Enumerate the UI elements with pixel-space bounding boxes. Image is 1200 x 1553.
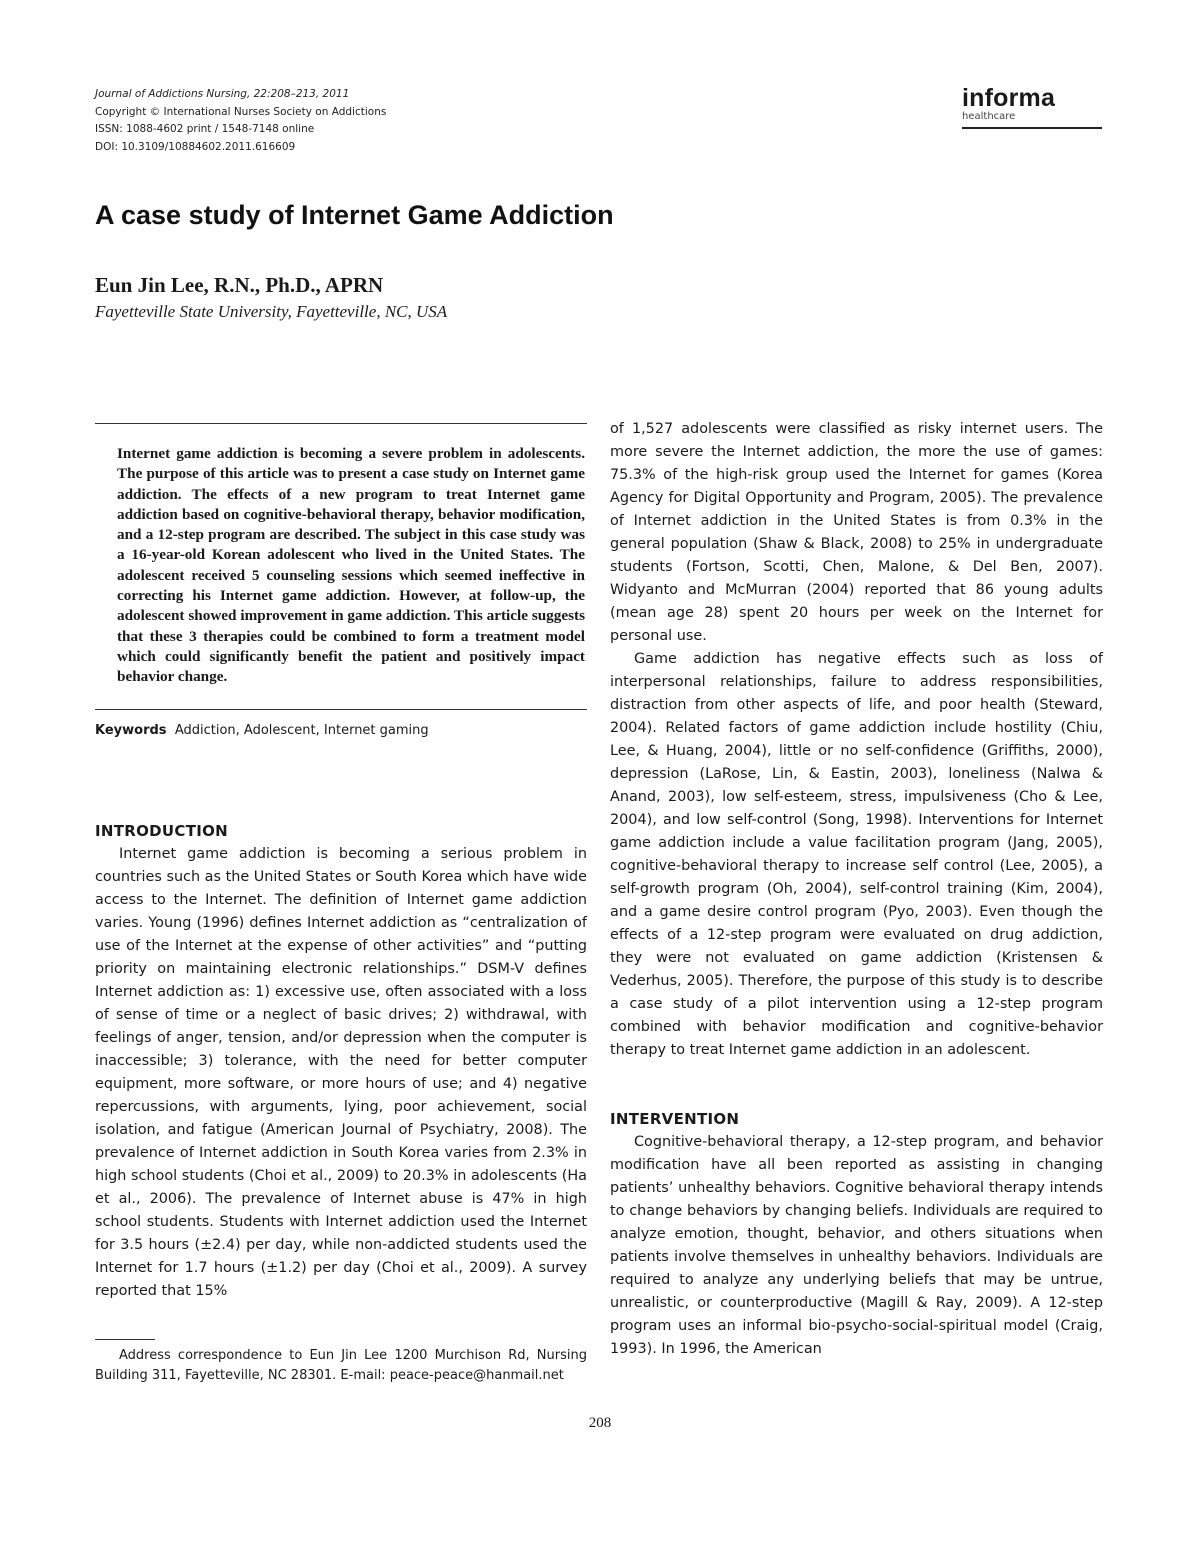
- introduction-paragraph: Internet game addiction is becoming a serious problem in countries such as the United States or South Korea which have wide access to the Internet. The definition of Internet game addiction varies. Young (1996) defines Internet addiction as “centralization of use of the Internet at the expense of other activities” and “putting priority on maintaining electronic relationships.” DSM-V defines Internet addiction as: 1) excessive use, often associated with a loss of sense of time or a neglect of basic drives; 2) withdrawal, with feelings of anger, tension, and/or depression when the computer is inaccessible; 3) tolerance, with the need for better computer equipment, more software, or more hours of use; and 4) negative repercussions, with arguments, lying, poor achievement, social isolation, and fatigue (American Journal of Psychiatry, 2008). The prevalence of Internet addiction in South Korea varies from 2.3% in high school students (Choi et al., 2009) to 20.3% in adolescents (Ha et al., 2006). The prevalence of Internet abuse is 47% in high school students. Students with Internet addiction used the Internet for 3.5 hours (±2.4) per day, while non-addicted students used the Internet for 1.7 hours (±1.2) per day (Choi et al., 2009). A survey reported that 15%: [95, 845, 587, 1299]
- footnote-rule: [95, 1339, 155, 1340]
- journal-citation: Journal of Addictions Nursing, 22:208–213, 2011: [95, 88, 350, 100]
- intervention-heading: INTERVENTION: [610, 1110, 740, 1128]
- left-column: [95, 423, 587, 1386]
- abstract-top-rule: [95, 423, 587, 424]
- article-author: Eun Jin Lee, R.N., Ph.D., APRN: [95, 273, 384, 297]
- footnote: [95, 1346, 587, 1386]
- copyright-line: Copyright © International Nurses Society on Addictions: [95, 105, 387, 118]
- keywords-label: Keywords: [95, 722, 167, 738]
- publisher-logo-subtext: healthcare: [962, 111, 1016, 122]
- publisher-logo-text: informa: [962, 84, 1056, 112]
- page-number: 208: [588, 1415, 612, 1431]
- continued-paragraph: of 1,527 adolescents were classified as risky internet users. The more severe the Internet addiction, the more the use of games: 75.3% of the high-risk group used the Internet for games (Korea Agency for Digital Opportunity and Program, 2005). The prevalence of Internet addiction in the United States is from 0.3% in the general population (Shaw & Black, 2008) to 25% in undergraduate students (Fortson, Scotti, Chen, Malone, & Del Ben, 2007). Widyanto and McMurran (2004) reported that 86 young adults (mean age 28) spent 20 hours per week on the Internet for personal use.: [610, 421, 1103, 644]
- doi-line: DOI: 10.3109/10884602.2011.616609: [95, 140, 296, 153]
- abstract-bottom-rule: [95, 709, 587, 710]
- publisher-logo: [962, 84, 1102, 129]
- keywords: [95, 722, 587, 740]
- right-column: [610, 418, 1103, 1361]
- body-paragraph: Game addiction has negative effects such as loss of interpersonal relationships, failure to address responsibilities, distraction from other aspects of life, and poor health (Steward, 2004). Related factors of game addiction include hostility (Chiu, Lee, & Huang, 2004), little or no self-confidence (Griffiths, 2000), depression (LaRose, Lin, & Eastin, 2003), loneliness (Nalwa & Anand, 2003), low self-esteem, stress, impulsiveness (Cho & Lee, 2004), and low self-control (Song, 1998). Interventions for Internet game addiction include a value facilitation program (Jang, 2005), cognitive-behavioral therapy to increase self control (Lee, 2005), a self-growth program (Oh, 2004), self-control training (Kim, 2004), and a game desire control program (Pyo, 2003). Even though the effects of a 12-step program were evaluated on drug addiction, they were not evaluated on game addiction (Kristensen & Vederhus, 2005). Therefore, the purpose of this study is to describe a case study of a pilot intervention using a 12-step program combined with behavior modification and cognitive-behavior therapy to treat Internet game addiction in an adolescent.: [610, 651, 1103, 1058]
- introduction-heading: INTRODUCTION: [95, 821, 229, 840]
- keywords-values: Addiction, Adolescent, Internet gaming: [174, 722, 429, 738]
- footnote-text: Address correspondence to Eun Jin Lee 1200 Murchison Rd, Nursing Building 311, Fayetteville, NC 28301. E-mail: peace-peace@hanmail.net: [95, 1347, 587, 1383]
- author-affiliation: Fayetteville State University, Fayetteville, NC, USA: [95, 302, 448, 321]
- abstract: Internet game addiction is becoming a severe problem in adolescents. The purpose of this article was to present a case study on Internet game addiction. The effects of a new program to treat Internet game addiction based on cognitive-behavioral therapy, behavior modification, and a 12-step program are described. The subject in this case study was a 16-year-old Korean adolescent who lived in the United States. The adolescent received 5 counseling sessions which seemed ineffective in correcting his Internet game addiction. However, at follow-up, the adolescent showed improvement in game addiction. This article suggests that these 3 therapies could be combined to form a treatment model which could significantly benefit the patient and positively impact behavior change.: [117, 445, 585, 686]
- intervention-paragraph: Cognitive-behavioral therapy, a 12-step program, and behavior modification have all been reported as assisting in changing patients’ unhealthy behaviors. Cognitive behavioral therapy intends to change behaviors by changing beliefs. Individuals are required to analyze emotion, thought, behavior, and others situations when patients involve themselves in unhealthy behaviors. Individuals are required to analyze any underlying beliefs that may be untrue, unrealistic, or counterproductive (Magill & Ray, 2009). A 12-step program uses an informal bio-psycho-social-spiritual model (Craig, 1993). In 1996, the American: [610, 1134, 1103, 1357]
- publisher-rule: [962, 127, 1102, 129]
- journal-metadata: [95, 86, 386, 156]
- article-title: A case study of Internet Game Addiction: [95, 200, 614, 230]
- issn-line: ISSN: 1088-4602 print / 1548-7148 online: [95, 123, 315, 135]
